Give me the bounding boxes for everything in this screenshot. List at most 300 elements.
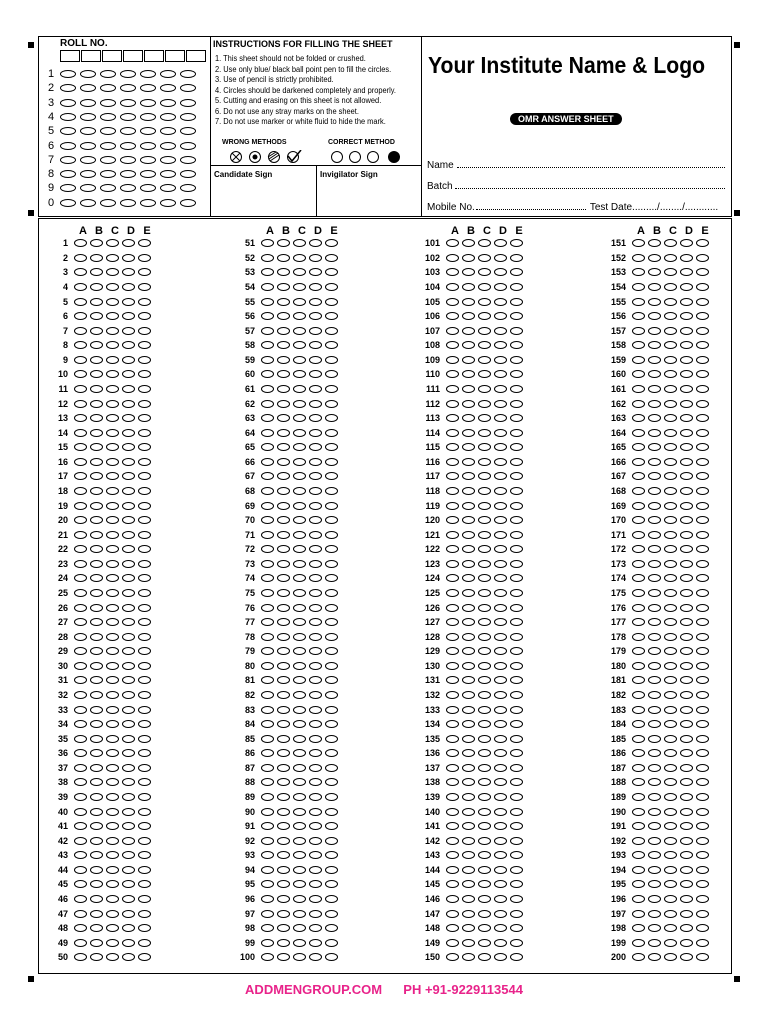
answer-bubble[interactable]	[510, 793, 523, 801]
answer-bubble[interactable]	[74, 472, 87, 480]
answer-bubble[interactable]	[632, 676, 645, 684]
answer-bubble[interactable]	[293, 414, 306, 422]
answer-bubble[interactable]	[277, 341, 290, 349]
answer-bubble[interactable]	[325, 443, 338, 451]
answer-bubble[interactable]	[309, 414, 322, 422]
answer-bubble[interactable]	[309, 356, 322, 364]
answer-bubble[interactable]	[90, 822, 103, 830]
answer-bubble[interactable]	[309, 895, 322, 903]
answer-bubble[interactable]	[122, 778, 135, 786]
answer-bubble[interactable]	[478, 429, 491, 437]
answer-bubble[interactable]	[106, 676, 119, 684]
answer-bubble[interactable]	[122, 414, 135, 422]
answer-bubble[interactable]	[664, 939, 677, 947]
answer-bubble[interactable]	[648, 531, 661, 539]
answer-bubble[interactable]	[494, 778, 507, 786]
answer-bubble[interactable]	[446, 385, 459, 393]
answer-bubble[interactable]	[696, 953, 709, 961]
answer-bubble[interactable]	[664, 851, 677, 859]
roll-bubble[interactable]	[60, 170, 76, 178]
answer-bubble[interactable]	[680, 545, 693, 553]
answer-bubble[interactable]	[138, 691, 151, 699]
answer-bubble[interactable]	[138, 647, 151, 655]
answer-bubble[interactable]	[122, 895, 135, 903]
answer-bubble[interactable]	[680, 341, 693, 349]
roll-bubble[interactable]	[140, 156, 156, 164]
answer-bubble[interactable]	[478, 531, 491, 539]
answer-bubble[interactable]	[106, 560, 119, 568]
answer-bubble[interactable]	[696, 866, 709, 874]
roll-bubble[interactable]	[180, 127, 196, 135]
answer-bubble[interactable]	[293, 589, 306, 597]
answer-bubble[interactable]	[74, 312, 87, 320]
answer-bubble[interactable]	[74, 443, 87, 451]
answer-bubble[interactable]	[494, 764, 507, 772]
answer-bubble[interactable]	[664, 691, 677, 699]
answer-bubble[interactable]	[446, 778, 459, 786]
answer-bubble[interactable]	[648, 254, 661, 262]
answer-bubble[interactable]	[680, 924, 693, 932]
answer-bubble[interactable]	[680, 691, 693, 699]
answer-bubble[interactable]	[90, 633, 103, 641]
answer-bubble[interactable]	[309, 939, 322, 947]
answer-bubble[interactable]	[325, 647, 338, 655]
answer-bubble[interactable]	[325, 691, 338, 699]
answer-bubble[interactable]	[680, 793, 693, 801]
answer-bubble[interactable]	[510, 808, 523, 816]
answer-bubble[interactable]	[446, 662, 459, 670]
answer-bubble[interactable]	[680, 458, 693, 466]
answer-bubble[interactable]	[293, 502, 306, 510]
answer-bubble[interactable]	[122, 662, 135, 670]
answer-bubble[interactable]	[664, 370, 677, 378]
answer-bubble[interactable]	[138, 866, 151, 874]
answer-bubble[interactable]	[122, 808, 135, 816]
answer-bubble[interactable]	[696, 618, 709, 626]
answer-bubble[interactable]	[325, 429, 338, 437]
answer-bubble[interactable]	[632, 837, 645, 845]
answer-bubble[interactable]	[696, 531, 709, 539]
answer-bubble[interactable]	[478, 676, 491, 684]
answer-bubble[interactable]	[648, 268, 661, 276]
answer-bubble[interactable]	[106, 414, 119, 422]
answer-bubble[interactable]	[446, 429, 459, 437]
answer-bubble[interactable]	[664, 385, 677, 393]
answer-bubble[interactable]	[510, 531, 523, 539]
answer-bubble[interactable]	[74, 647, 87, 655]
answer-bubble[interactable]	[696, 837, 709, 845]
answer-bubble[interactable]	[664, 312, 677, 320]
answer-bubble[interactable]	[446, 676, 459, 684]
answer-bubble[interactable]	[309, 808, 322, 816]
answer-bubble[interactable]	[74, 604, 87, 612]
answer-bubble[interactable]	[90, 283, 103, 291]
answer-bubble[interactable]	[494, 341, 507, 349]
answer-bubble[interactable]	[90, 924, 103, 932]
answer-bubble[interactable]	[325, 560, 338, 568]
answer-bubble[interactable]	[510, 356, 523, 364]
answer-bubble[interactable]	[325, 778, 338, 786]
answer-bubble[interactable]	[446, 910, 459, 918]
answer-bubble[interactable]	[648, 837, 661, 845]
answer-bubble[interactable]	[680, 604, 693, 612]
answer-bubble[interactable]	[261, 254, 274, 262]
roll-bubble[interactable]	[100, 99, 116, 107]
answer-bubble[interactable]	[462, 822, 475, 830]
answer-bubble[interactable]	[648, 327, 661, 335]
answer-bubble[interactable]	[325, 618, 338, 626]
answer-bubble[interactable]	[90, 327, 103, 335]
answer-bubble[interactable]	[446, 706, 459, 714]
answer-bubble[interactable]	[90, 778, 103, 786]
answer-bubble[interactable]	[293, 662, 306, 670]
answer-bubble[interactable]	[494, 400, 507, 408]
answer-bubble[interactable]	[325, 706, 338, 714]
answer-bubble[interactable]	[90, 866, 103, 874]
answer-bubble[interactable]	[446, 370, 459, 378]
answer-bubble[interactable]	[632, 822, 645, 830]
answer-bubble[interactable]	[494, 808, 507, 816]
answer-bubble[interactable]	[138, 443, 151, 451]
answer-bubble[interactable]	[632, 443, 645, 451]
answer-bubble[interactable]	[664, 560, 677, 568]
roll-bubble[interactable]	[140, 113, 156, 121]
answer-bubble[interactable]	[325, 254, 338, 262]
answer-bubble[interactable]	[696, 647, 709, 655]
answer-bubble[interactable]	[293, 764, 306, 772]
answer-bubble[interactable]	[261, 472, 274, 480]
answer-bubble[interactable]	[90, 341, 103, 349]
answer-bubble[interactable]	[478, 472, 491, 480]
answer-bubble[interactable]	[309, 487, 322, 495]
answer-bubble[interactable]	[261, 633, 274, 641]
answer-bubble[interactable]	[261, 604, 274, 612]
answer-bubble[interactable]	[696, 239, 709, 247]
answer-bubble[interactable]	[74, 895, 87, 903]
answer-bubble[interactable]	[277, 778, 290, 786]
answer-bubble[interactable]	[510, 487, 523, 495]
answer-bubble[interactable]	[648, 502, 661, 510]
answer-bubble[interactable]	[680, 808, 693, 816]
answer-bubble[interactable]	[261, 822, 274, 830]
answer-bubble[interactable]	[309, 720, 322, 728]
answer-bubble[interactable]	[494, 385, 507, 393]
answer-bubble[interactable]	[446, 837, 459, 845]
answer-bubble[interactable]	[446, 487, 459, 495]
answer-bubble[interactable]	[462, 254, 475, 262]
answer-bubble[interactable]	[138, 953, 151, 961]
roll-bubble[interactable]	[80, 184, 96, 192]
answer-bubble[interactable]	[494, 866, 507, 874]
answer-bubble[interactable]	[74, 560, 87, 568]
answer-bubble[interactable]	[138, 895, 151, 903]
answer-bubble[interactable]	[494, 560, 507, 568]
roll-number-entry-cells[interactable]	[60, 50, 207, 62]
answer-bubble[interactable]	[261, 866, 274, 874]
answer-bubble[interactable]	[122, 312, 135, 320]
answer-bubble[interactable]	[325, 327, 338, 335]
answer-bubble[interactable]	[696, 749, 709, 757]
answer-bubble[interactable]	[510, 283, 523, 291]
name-field[interactable]	[427, 160, 725, 171]
answer-bubble[interactable]	[325, 298, 338, 306]
answer-bubble[interactable]	[277, 793, 290, 801]
answer-bubble[interactable]	[277, 735, 290, 743]
answer-bubble[interactable]	[261, 298, 274, 306]
answer-bubble[interactable]	[632, 880, 645, 888]
answer-bubble[interactable]	[648, 676, 661, 684]
answer-bubble[interactable]	[90, 662, 103, 670]
answer-bubble[interactable]	[680, 574, 693, 582]
answer-bubble[interactable]	[106, 589, 119, 597]
answer-bubble[interactable]	[122, 327, 135, 335]
answer-bubble[interactable]	[309, 604, 322, 612]
answer-bubble[interactable]	[277, 268, 290, 276]
roll-bubble[interactable]	[140, 84, 156, 92]
answer-bubble[interactable]	[309, 341, 322, 349]
answer-bubble[interactable]	[106, 239, 119, 247]
answer-bubble[interactable]	[138, 472, 151, 480]
answer-bubble[interactable]	[277, 254, 290, 262]
answer-bubble[interactable]	[446, 239, 459, 247]
answer-bubble[interactable]	[106, 749, 119, 757]
answer-bubble[interactable]	[696, 880, 709, 888]
answer-bubble[interactable]	[74, 429, 87, 437]
answer-bubble[interactable]	[261, 662, 274, 670]
answer-bubble[interactable]	[325, 764, 338, 772]
answer-bubble[interactable]	[510, 647, 523, 655]
answer-bubble[interactable]	[293, 443, 306, 451]
answer-bubble[interactable]	[664, 764, 677, 772]
answer-bubble[interactable]	[122, 472, 135, 480]
answer-bubble[interactable]	[478, 924, 491, 932]
answer-bubble[interactable]	[106, 822, 119, 830]
answer-bubble[interactable]	[664, 502, 677, 510]
answer-bubble[interactable]	[106, 618, 119, 626]
answer-bubble[interactable]	[632, 268, 645, 276]
roll-bubble[interactable]	[60, 127, 76, 135]
answer-bubble[interactable]	[277, 866, 290, 874]
answer-bubble[interactable]	[680, 676, 693, 684]
answer-bubble[interactable]	[632, 953, 645, 961]
answer-bubble[interactable]	[664, 239, 677, 247]
answer-bubble[interactable]	[106, 735, 119, 743]
answer-bubble[interactable]	[478, 400, 491, 408]
answer-bubble[interactable]	[293, 298, 306, 306]
answer-bubble[interactable]	[478, 589, 491, 597]
answer-bubble[interactable]	[309, 429, 322, 437]
roll-bubble[interactable]	[80, 84, 96, 92]
answer-bubble[interactable]	[494, 531, 507, 539]
answer-bubble[interactable]	[680, 589, 693, 597]
roll-bubble[interactable]	[140, 99, 156, 107]
answer-bubble[interactable]	[494, 720, 507, 728]
answer-bubble[interactable]	[510, 735, 523, 743]
answer-bubble[interactable]	[680, 706, 693, 714]
answer-bubble[interactable]	[309, 589, 322, 597]
answer-bubble[interactable]	[138, 633, 151, 641]
answer-bubble[interactable]	[696, 604, 709, 612]
answer-bubble[interactable]	[696, 895, 709, 903]
answer-bubble[interactable]	[510, 764, 523, 772]
answer-bubble[interactable]	[632, 356, 645, 364]
answer-bubble[interactable]	[510, 414, 523, 422]
answer-bubble[interactable]	[261, 793, 274, 801]
answer-bubble[interactable]	[293, 618, 306, 626]
answer-bubble[interactable]	[74, 341, 87, 349]
answer-bubble[interactable]	[325, 370, 338, 378]
answer-bubble[interactable]	[309, 254, 322, 262]
answer-bubble[interactable]	[648, 735, 661, 743]
roll-bubble[interactable]	[80, 99, 96, 107]
answer-bubble[interactable]	[309, 400, 322, 408]
answer-bubble[interactable]	[106, 866, 119, 874]
answer-bubble[interactable]	[325, 808, 338, 816]
answer-bubble[interactable]	[446, 618, 459, 626]
answer-bubble[interactable]	[138, 312, 151, 320]
answer-bubble[interactable]	[74, 400, 87, 408]
answer-bubble[interactable]	[293, 574, 306, 582]
answer-bubble[interactable]	[664, 254, 677, 262]
roll-bubble[interactable]	[120, 184, 136, 192]
answer-bubble[interactable]	[293, 341, 306, 349]
answer-bubble[interactable]	[277, 633, 290, 641]
answer-bubble[interactable]	[277, 851, 290, 859]
answer-bubble[interactable]	[293, 880, 306, 888]
answer-bubble[interactable]	[648, 924, 661, 932]
answer-bubble[interactable]	[261, 341, 274, 349]
answer-bubble[interactable]	[462, 808, 475, 816]
answer-bubble[interactable]	[446, 808, 459, 816]
answer-bubble[interactable]	[648, 560, 661, 568]
answer-bubble[interactable]	[478, 327, 491, 335]
answer-bubble[interactable]	[478, 706, 491, 714]
answer-bubble[interactable]	[696, 283, 709, 291]
answer-bubble[interactable]	[696, 822, 709, 830]
answer-bubble[interactable]	[90, 400, 103, 408]
answer-bubble[interactable]	[106, 720, 119, 728]
roll-bubble[interactable]	[180, 113, 196, 121]
answer-bubble[interactable]	[122, 356, 135, 364]
answer-bubble[interactable]	[309, 298, 322, 306]
roll-bubble[interactable]	[180, 70, 196, 78]
answer-bubble[interactable]	[664, 531, 677, 539]
answer-bubble[interactable]	[277, 720, 290, 728]
answer-bubble[interactable]	[74, 880, 87, 888]
answer-bubble[interactable]	[325, 400, 338, 408]
answer-bubble[interactable]	[277, 837, 290, 845]
answer-bubble[interactable]	[478, 808, 491, 816]
answer-bubble[interactable]	[462, 735, 475, 743]
answer-bubble[interactable]	[478, 866, 491, 874]
answer-bubble[interactable]	[325, 895, 338, 903]
answer-bubble[interactable]	[138, 793, 151, 801]
roll-bubble[interactable]	[100, 199, 116, 207]
answer-bubble[interactable]	[106, 924, 119, 932]
answer-bubble[interactable]	[648, 793, 661, 801]
answer-bubble[interactable]	[696, 676, 709, 684]
answer-bubble[interactable]	[510, 429, 523, 437]
answer-bubble[interactable]	[74, 735, 87, 743]
roll-bubble[interactable]	[160, 199, 176, 207]
answer-bubble[interactable]	[648, 691, 661, 699]
answer-bubble[interactable]	[90, 531, 103, 539]
answer-bubble[interactable]	[138, 560, 151, 568]
answer-bubble[interactable]	[261, 545, 274, 553]
roll-bubble[interactable]	[160, 113, 176, 121]
roll-bubble[interactable]	[140, 170, 156, 178]
roll-bubble[interactable]	[100, 184, 116, 192]
answer-bubble[interactable]	[478, 458, 491, 466]
answer-bubble[interactable]	[106, 706, 119, 714]
answer-bubble[interactable]	[90, 953, 103, 961]
answer-bubble[interactable]	[261, 851, 274, 859]
answer-bubble[interactable]	[122, 910, 135, 918]
answer-bubble[interactable]	[648, 720, 661, 728]
answer-bubble[interactable]	[478, 268, 491, 276]
answer-bubble[interactable]	[494, 749, 507, 757]
answer-bubble[interactable]	[478, 385, 491, 393]
answer-bubble[interactable]	[106, 939, 119, 947]
answer-bubble[interactable]	[309, 647, 322, 655]
answer-bubble[interactable]	[632, 472, 645, 480]
answer-bubble[interactable]	[106, 370, 119, 378]
answer-bubble[interactable]	[680, 443, 693, 451]
answer-bubble[interactable]	[632, 545, 645, 553]
answer-bubble[interactable]	[90, 735, 103, 743]
answer-bubble[interactable]	[261, 880, 274, 888]
answer-bubble[interactable]	[680, 385, 693, 393]
answer-bubble[interactable]	[462, 574, 475, 582]
answer-bubble[interactable]	[510, 574, 523, 582]
answer-bubble[interactable]	[478, 487, 491, 495]
answer-bubble[interactable]	[510, 327, 523, 335]
answer-bubble[interactable]	[494, 458, 507, 466]
answer-bubble[interactable]	[122, 924, 135, 932]
answer-bubble[interactable]	[293, 604, 306, 612]
answer-bubble[interactable]	[680, 720, 693, 728]
answer-bubble[interactable]	[462, 706, 475, 714]
answer-bubble[interactable]	[74, 356, 87, 364]
answer-bubble[interactable]	[664, 924, 677, 932]
answer-bubble[interactable]	[478, 939, 491, 947]
answer-bubble[interactable]	[261, 764, 274, 772]
answer-bubble[interactable]	[478, 341, 491, 349]
answer-bubble[interactable]	[277, 443, 290, 451]
answer-bubble[interactable]	[293, 837, 306, 845]
answer-bubble[interactable]	[494, 589, 507, 597]
answer-bubble[interactable]	[293, 385, 306, 393]
roll-bubble[interactable]	[180, 199, 196, 207]
answer-bubble[interactable]	[696, 487, 709, 495]
answer-bubble[interactable]	[309, 545, 322, 553]
answer-bubble[interactable]	[696, 370, 709, 378]
answer-bubble[interactable]	[293, 691, 306, 699]
answer-bubble[interactable]	[74, 633, 87, 641]
answer-bubble[interactable]	[261, 560, 274, 568]
roll-bubble[interactable]	[160, 184, 176, 192]
answer-bubble[interactable]	[122, 764, 135, 772]
answer-bubble[interactable]	[494, 662, 507, 670]
answer-bubble[interactable]	[325, 924, 338, 932]
answer-bubble[interactable]	[138, 414, 151, 422]
answer-bubble[interactable]	[494, 633, 507, 641]
answer-bubble[interactable]	[90, 808, 103, 816]
answer-bubble[interactable]	[293, 268, 306, 276]
answer-bubble[interactable]	[293, 283, 306, 291]
answer-bubble[interactable]	[462, 691, 475, 699]
answer-bubble[interactable]	[90, 574, 103, 582]
